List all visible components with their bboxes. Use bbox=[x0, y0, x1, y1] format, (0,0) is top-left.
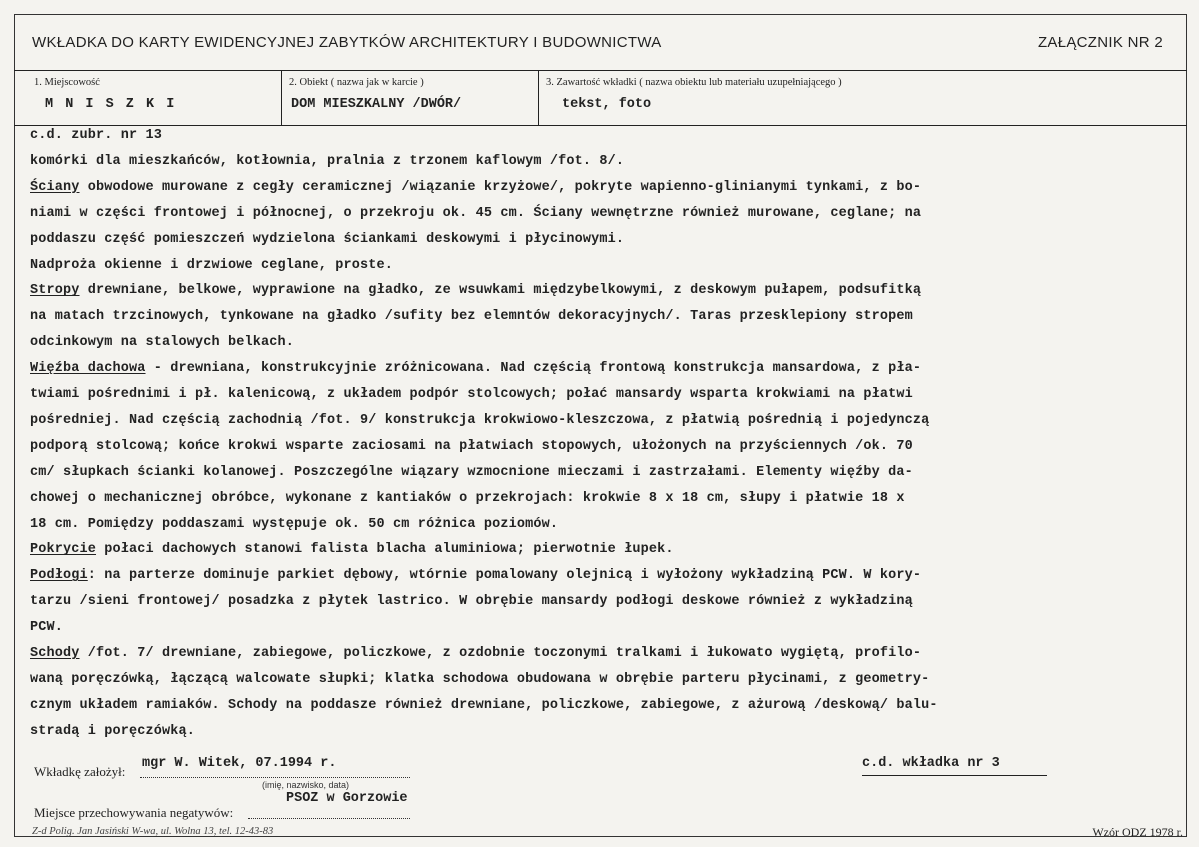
text-line bbox=[30, 335, 294, 350]
text-line bbox=[30, 672, 929, 687]
text-line bbox=[30, 542, 674, 557]
text-segment: Nadproża okienne i drzwiowe ceglane, proste. bbox=[30, 257, 394, 273]
text-segment: odcinkowym na stalowych belkach. bbox=[30, 335, 295, 351]
text-line bbox=[30, 154, 624, 169]
text-line bbox=[30, 180, 921, 195]
section-heading: Stropy bbox=[30, 283, 80, 299]
text-segment: 18 cm. Pomiędzy poddaszami występuje ok. 50 cm różnica poziomów. bbox=[30, 516, 559, 532]
text-line bbox=[30, 646, 921, 661]
text-line bbox=[30, 568, 921, 583]
text-segment: poddaszu część pomieszczeń wydzielona ściankami deskowymi i płycinowymi. bbox=[30, 231, 625, 247]
section-heading: Pokrycie bbox=[30, 542, 97, 558]
text-segment: na matach trzcinowych, tynkowane na gładko /sufity bez elemntów dekoracyjnych/. Taras przesklepiony stropem bbox=[30, 309, 913, 325]
locality-value: M N I S Z K I bbox=[45, 97, 177, 112]
section-heading: Podłogi bbox=[30, 568, 88, 584]
section-heading: Schody bbox=[30, 646, 80, 661]
text-line bbox=[30, 361, 921, 376]
author-hint: (imię, nazwisko, data) bbox=[262, 780, 350, 790]
content-label: 3. Zawartość wkładki ( nazwa obiektu lub materiału uzupełniającego ) bbox=[546, 77, 842, 88]
annex-number: ZAŁĄCZNIK NR 2 bbox=[1037, 34, 1163, 51]
text-line bbox=[30, 594, 913, 609]
content-value: tekst, foto bbox=[562, 97, 652, 112]
text-line bbox=[30, 387, 913, 402]
text-line bbox=[30, 206, 921, 221]
text-line bbox=[30, 620, 63, 635]
text-segment: chowej o mechanicznej obróbce, wykonane z kantiaków o przekrojach: krokwie 8 x 18 cm, słupy i płatwie 18 x bbox=[30, 490, 905, 506]
text-line bbox=[30, 491, 905, 506]
text-segment: tarzu /sieni frontowej/ posadzka z płytek lastrico. W obrębie mansardy podłogi deskowe również z wykładziną bbox=[30, 594, 913, 610]
fields-divider bbox=[14, 125, 1187, 126]
negatives-dotted-line bbox=[248, 818, 410, 819]
text-segment: niami w części frontowej i północnej, o przekroju ok. 45 cm. Ściany wewnętrzne również murowane, ceglane; na bbox=[30, 205, 922, 221]
text-segment: : na parterze dominuje parkiet dębowy, wtórnie pomalowany olejnicą i wyłożony wykładziną PCW. W kory- bbox=[87, 568, 922, 584]
text-line bbox=[30, 232, 624, 247]
section-heading: Ściany bbox=[30, 179, 80, 195]
text-segment: cznym układem ramiaków. Schody na poddasze również drewniane, policzkowe, zabiegowe, z ażurową /deskową/ balu- bbox=[30, 697, 938, 713]
object-value: DOM MIESZKALNY /DWÓR/ bbox=[291, 97, 462, 112]
text-line bbox=[30, 724, 195, 739]
text-line bbox=[30, 309, 913, 324]
text-segment: cm/ słupkach ścianki kolanowej. Poszczególne wiązary wzmocnione mieczami i zastrzałami. Elementy więźby da- bbox=[30, 464, 913, 480]
text-segment: - drewniana, konstrukcyjnie zróżnicowana. Nad częścią frontową konstrukcja mansardowa, z pła- bbox=[145, 361, 922, 377]
text-segment: pośredniej. Nad częścią zachodnią /fot. 9/ konstrukcja krokwiowo-kleszczowa, z płatwią pośrednią i pojedynczą bbox=[30, 412, 930, 428]
negatives-value: PSOZ w Gorzowie bbox=[286, 791, 408, 806]
field-separator-2 bbox=[538, 70, 539, 125]
text-line bbox=[30, 465, 913, 480]
printer-imprint: Z-d Polig. Jan Jasiński W-wa, ul. Wolna 13, tel. 12-43-83 bbox=[32, 826, 274, 837]
author-value: mgr W. Witek, 07.1994 r. bbox=[142, 756, 337, 771]
text-line bbox=[30, 439, 913, 454]
continuation-note: c.d. wkładka nr 3 bbox=[862, 756, 1000, 771]
object-label: 2. Obiekt ( nazwa jak w karcie ) bbox=[289, 77, 424, 88]
author-label: Wkładkę założył: bbox=[34, 764, 126, 779]
text-line bbox=[30, 698, 938, 713]
text-segment: c.d. zubr. nr 13 bbox=[30, 128, 163, 143]
form-model-number: Wzór ODZ 1978 r. bbox=[1092, 825, 1183, 839]
text-segment: PCW. bbox=[30, 620, 64, 636]
text-segment: połaci dachowych stanowi falista blacha aluminiowa; pierwotnie łupek. bbox=[96, 542, 674, 558]
text-segment: /fot. 7/ drewniane, zabiegowe, policzkowe, z ozdobnie toczonymi tralkami i łukowato wygiętą, profilo- bbox=[79, 646, 922, 661]
text-line bbox=[30, 413, 929, 428]
negatives-label: Miejsce przechowywania negatywów: bbox=[34, 805, 234, 820]
section-heading: Więźba dachowa bbox=[30, 361, 146, 377]
text-segment: komórki dla mieszkańców, kotłownia, pralnia z trzonem kaflowym /fot. 8/. bbox=[30, 153, 625, 169]
text-segment: twiami pośrednimi i pł. kalenicową, z układem podpór stolcowych; połać mansardy wsparta krokwiami na płatwi bbox=[30, 387, 913, 402]
form-title: WKŁADKA DO KARTY EWIDENCYJNEJ ZABYTKÓW ARCHITEKTURY I BUDOWNICTWA bbox=[32, 34, 662, 51]
continuation-underline bbox=[862, 775, 1047, 776]
text-line bbox=[30, 258, 393, 273]
text-segment: podporą stolcową; końce krokwi wsparte zaciosami na płatwiach stopowych, ułożonych na przyściennych /ok. 70 bbox=[30, 438, 913, 454]
text-segment: stradą i poręczówką. bbox=[30, 723, 196, 739]
locality-label: 1. Miejscowość bbox=[34, 77, 100, 88]
text-segment: obwodowe murowane z cegły ceramicznej /wiązanie krzyżowe/, pokryte wapienno-glinianymi tynkami, z bo- bbox=[79, 179, 922, 195]
text-line bbox=[30, 283, 921, 298]
text-segment: waną poręczówką, łączącą walcowate słupki; klatka schodowa obudowana w obrębie parteru płycinami, z geometry- bbox=[30, 671, 930, 687]
header-divider bbox=[14, 70, 1187, 71]
field-separator-1 bbox=[281, 70, 282, 125]
text-line bbox=[30, 128, 162, 143]
author-dotted-line bbox=[140, 777, 410, 778]
text-line bbox=[30, 517, 558, 532]
text-segment: drewniane, belkowe, wyprawione na gładko, ze wsuwkami międzybelkowymi, z deskowym pułapem, podsufitką bbox=[79, 283, 922, 299]
